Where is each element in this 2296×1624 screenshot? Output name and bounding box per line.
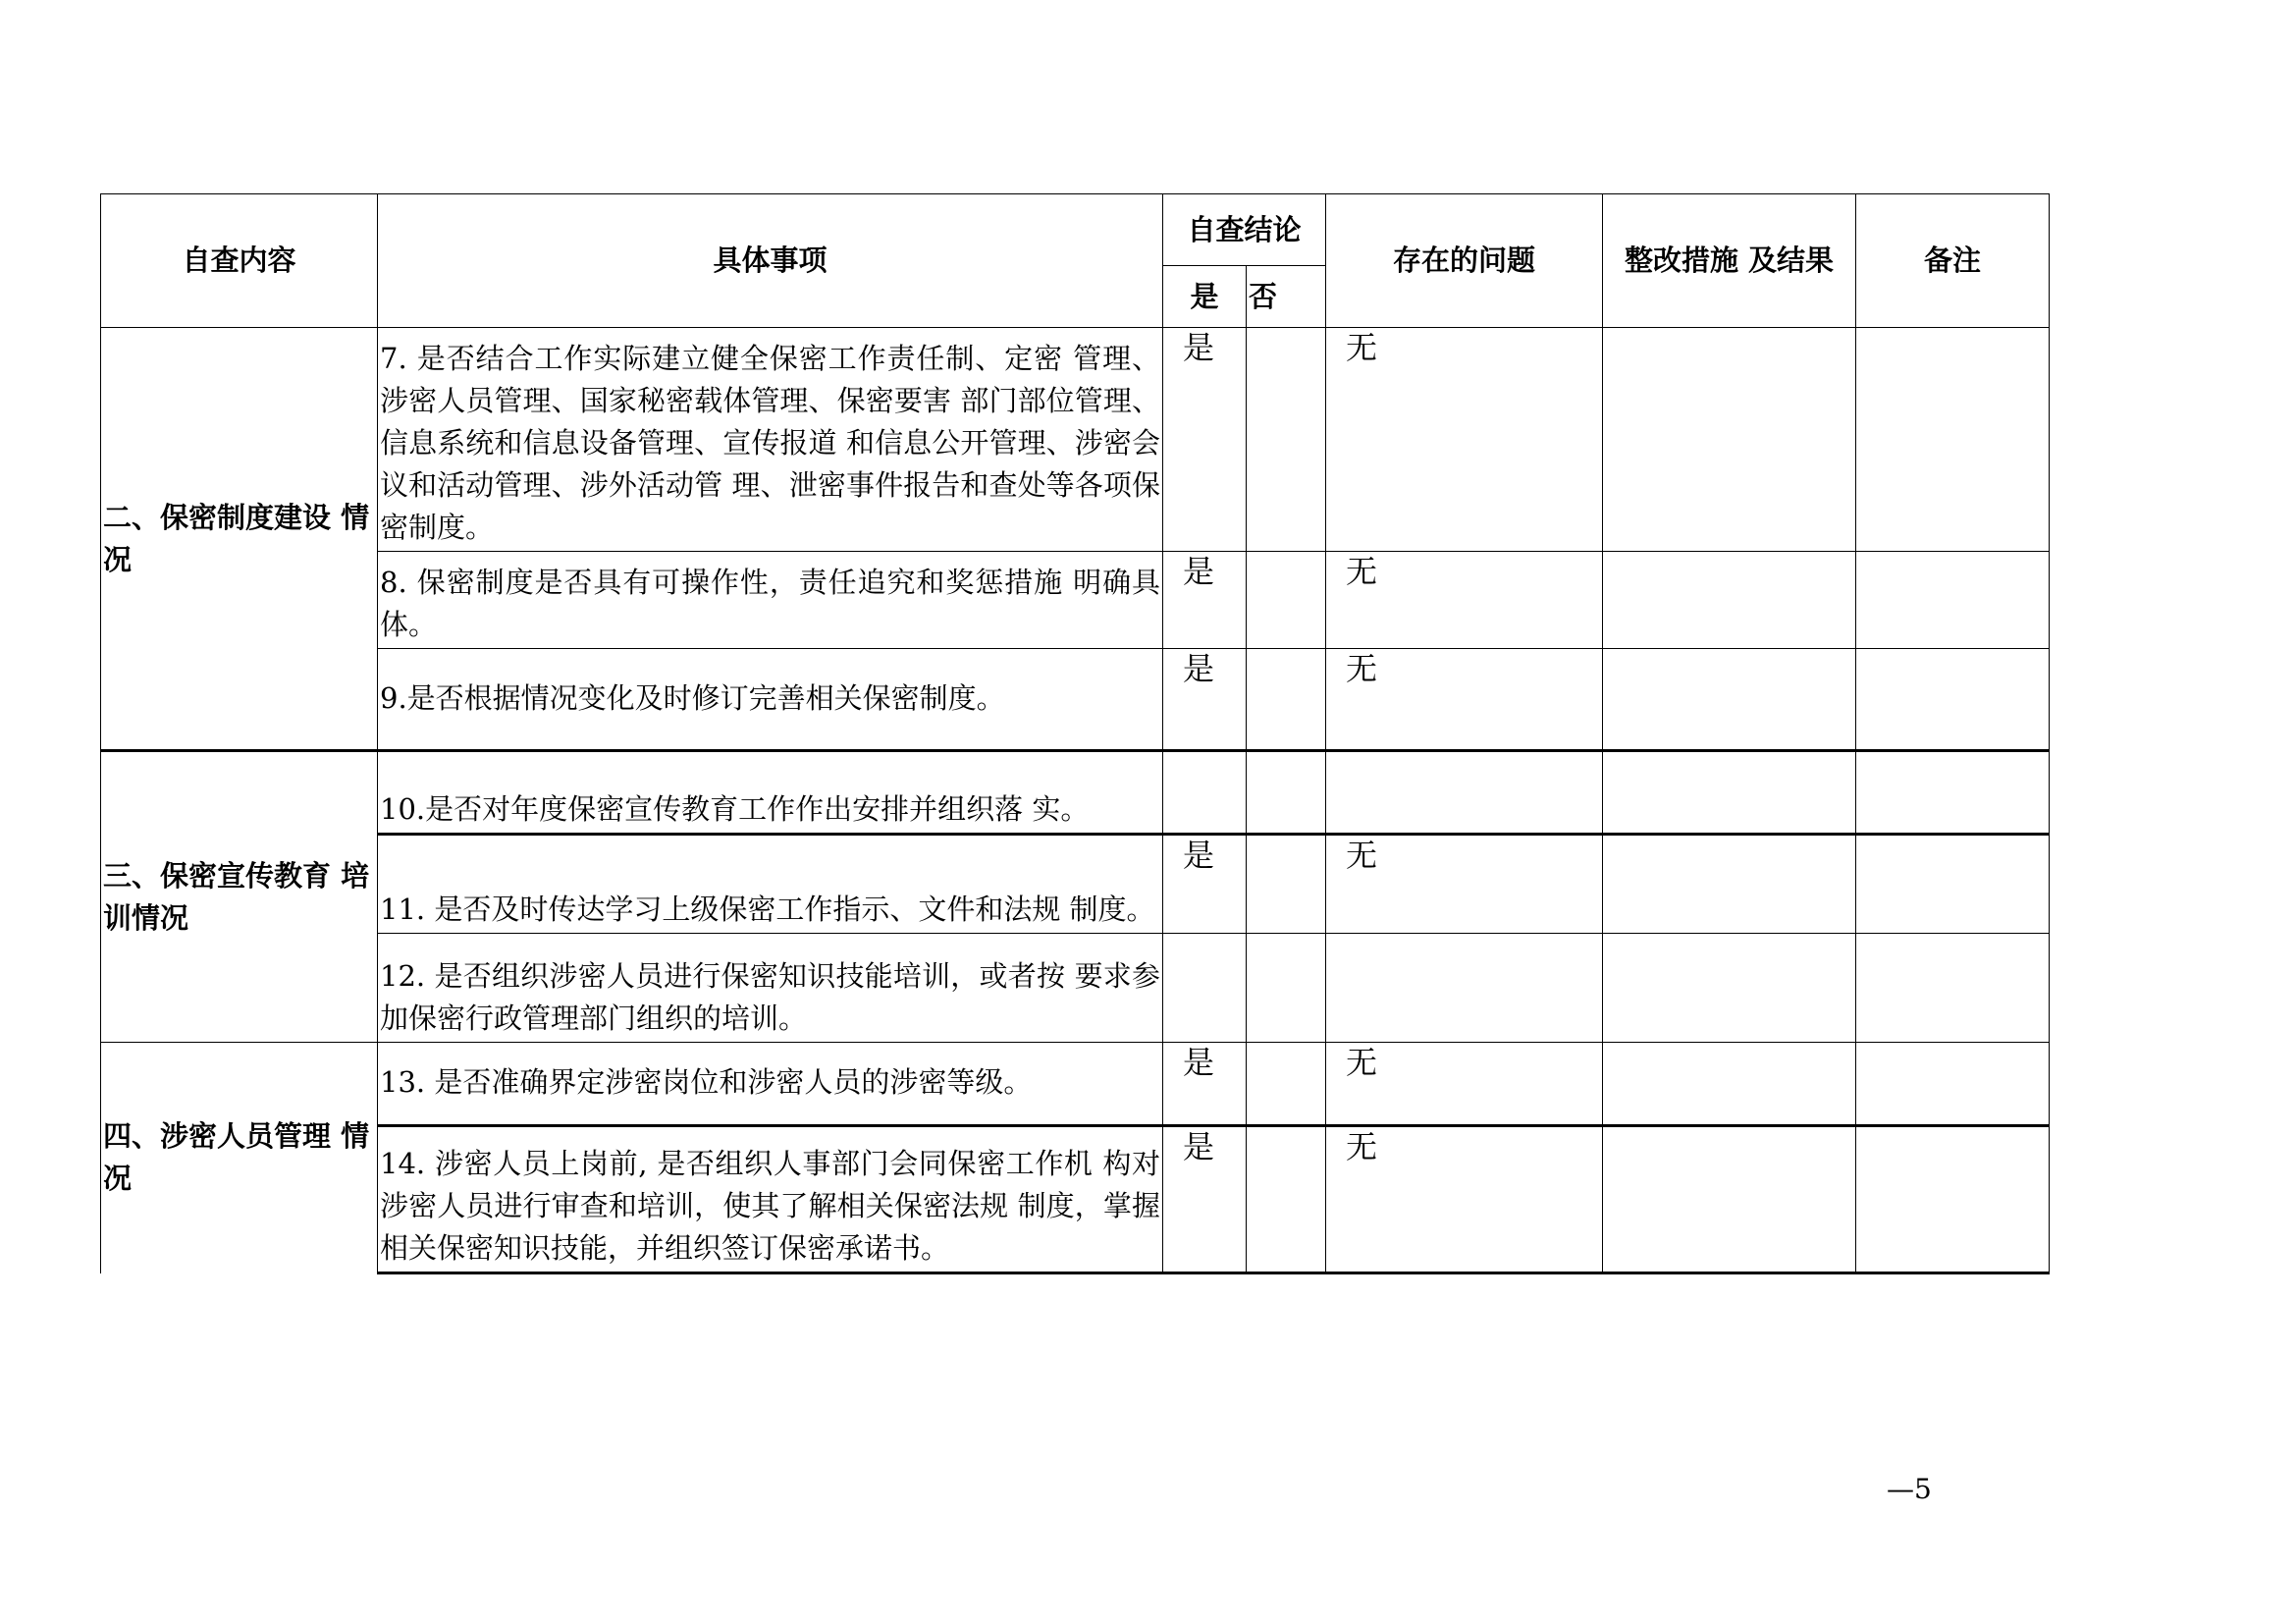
section-title: 四、涉密人员管理 情况 <box>101 1043 378 1273</box>
yes-cell: 是 <box>1163 649 1247 751</box>
header-conclusion: 自查结论 <box>1163 194 1326 266</box>
yes-cell <box>1163 751 1247 835</box>
table-row <box>101 649 2050 751</box>
problem-cell: 无 <box>1326 1126 1603 1273</box>
item-text: 12. 是否组织涉密人员进行保密知识技能培训，或者按 要求参加保密行政管理部门组织的培训。 <box>378 934 1163 1043</box>
no-cell <box>1247 649 1326 751</box>
item-text: 11. 是否及时传达学习上级保密工作指示、文件和法规 制度。 <box>378 835 1163 934</box>
table-row <box>101 835 2050 934</box>
rectify-cell <box>1603 1126 1856 1273</box>
problem-cell: 无 <box>1326 328 1603 552</box>
table-row <box>101 1043 2050 1126</box>
no-cell <box>1247 1043 1326 1126</box>
no-cell <box>1247 1126 1326 1273</box>
header-content: 自查内容 <box>101 194 378 328</box>
table-row <box>101 934 2050 1043</box>
item-text: 7. 是否结合工作实际建立健全保密工作责任制、定密 管理、涉密人员管理、国家秘密载体管理、保密要害 部门部位管理、信息系统和信息设备管理、宣传报道 和信息公开管理、涉密会议和活动管理、涉外活动管 理、泄密事件报告和查处等各项保密制度。 <box>378 328 1163 552</box>
item-text: 9.是否根据情况变化及时修订完善相关保密制度。 <box>378 649 1163 751</box>
page-number: —5 <box>1887 1473 1932 1505</box>
rectify-cell <box>1603 1043 1856 1126</box>
table-row <box>101 1126 2050 1273</box>
no-cell <box>1247 552 1326 649</box>
no-cell <box>1247 934 1326 1043</box>
yes-cell: 是 <box>1163 835 1247 934</box>
section-title: 二、保密制度建设 情况 <box>101 328 378 751</box>
item-text: 8. 保密制度是否具有可操作性，责任追究和奖惩措施 明确具体。 <box>378 552 1163 649</box>
header-rectify: 整改措施 及结果 <box>1603 194 1856 328</box>
rectify-cell <box>1603 328 1856 552</box>
problem-cell: 无 <box>1326 835 1603 934</box>
notes-cell <box>1856 751 2050 835</box>
yes-cell <box>1163 934 1247 1043</box>
problem-cell <box>1326 934 1603 1043</box>
yes-cell: 是 <box>1163 552 1247 649</box>
notes-cell <box>1856 1043 2050 1126</box>
notes-cell <box>1856 649 2050 751</box>
item-text: 13. 是否准确界定涉密岗位和涉密人员的涉密等级。 <box>378 1043 1163 1126</box>
notes-cell <box>1856 934 2050 1043</box>
problem-cell: 无 <box>1326 649 1603 751</box>
notes-cell <box>1856 328 2050 552</box>
yes-cell: 是 <box>1163 1126 1247 1273</box>
rectify-cell <box>1603 751 1856 835</box>
yes-cell: 是 <box>1163 1043 1247 1126</box>
rectify-cell <box>1603 552 1856 649</box>
header-items: 具体事项 <box>378 194 1163 328</box>
header-no: 否 <box>1247 266 1326 328</box>
notes-cell <box>1856 835 2050 934</box>
no-cell <box>1247 835 1326 934</box>
rectify-cell <box>1603 835 1856 934</box>
notes-cell <box>1856 1126 2050 1273</box>
no-cell <box>1247 328 1326 552</box>
problem-cell: 无 <box>1326 1043 1603 1126</box>
header-problems: 存在的问题 <box>1326 194 1603 328</box>
header-yes: 是 <box>1163 266 1247 328</box>
table-row <box>101 552 2050 649</box>
item-text: 10.是否对年度保密宣传教育工作作出安排并组织落 实。 <box>378 751 1163 835</box>
section-title: 三、保密宣传教育 培训情况 <box>101 751 378 1043</box>
notes-cell <box>1856 552 2050 649</box>
no-cell <box>1247 751 1326 835</box>
item-text: 14. 涉密人员上岗前, 是否组织人事部门会同保密工作机 构对涉密人员进行审查和培训，使其了解相关保密法规 制度，掌握相关保密知识技能，并组织签订保密承诺书。 <box>378 1126 1163 1273</box>
self-inspection-table <box>100 193 2050 1274</box>
yes-cell: 是 <box>1163 328 1247 552</box>
table-row <box>101 328 2050 552</box>
problem-cell: 无 <box>1326 552 1603 649</box>
table-row <box>101 751 2050 835</box>
problem-cell <box>1326 751 1603 835</box>
rectify-cell <box>1603 649 1856 751</box>
header-notes: 备注 <box>1856 194 2050 328</box>
rectify-cell <box>1603 934 1856 1043</box>
